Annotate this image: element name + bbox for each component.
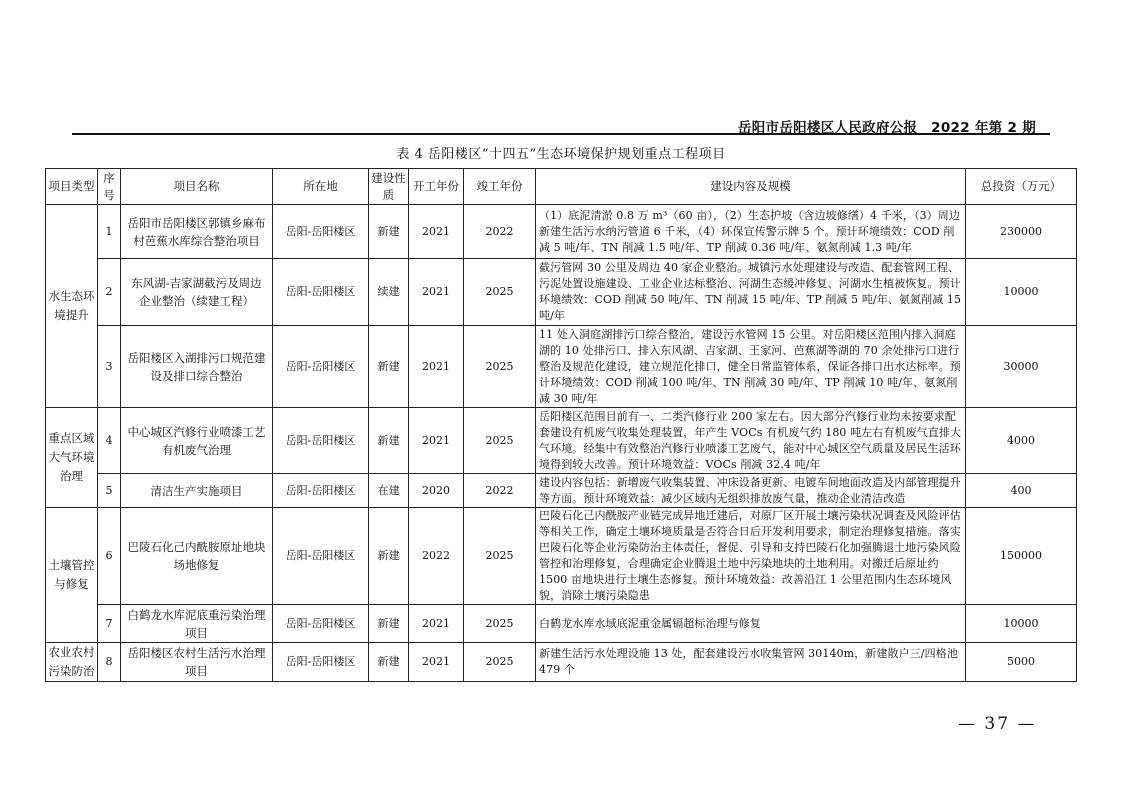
row-nature: 新建 xyxy=(369,205,409,259)
row-content: 建设内容包括：新增废气收集装置、冲床设备更新、电镀车间地面改造及内部管理提升等方面。预计环境效益：减少区域内无组织排放废气量，推动企业清洁改造 xyxy=(536,474,966,508)
row-start-year: 2021 xyxy=(409,326,464,408)
row-nature: 新建 xyxy=(369,408,409,474)
table-row xyxy=(46,474,1077,508)
row-location: 岳阳-岳阳楼区 xyxy=(273,643,369,682)
row-no: 4 xyxy=(98,408,121,474)
col-header-nature: 建设性质 xyxy=(369,169,409,205)
row-project-name: 岳阳楼区农村生活污水治理项目 xyxy=(121,643,273,682)
row-project-name: 岳阳楼区入湖排污口规范建设及排口综合整治 xyxy=(121,326,273,408)
row-investment: 4000 xyxy=(966,408,1077,474)
row-location: 岳阳-岳阳楼区 xyxy=(273,474,369,508)
col-header-type: 项目类型 xyxy=(46,169,98,205)
row-investment: 150000 xyxy=(966,508,1077,605)
row-end-year: 2025 xyxy=(464,605,536,643)
row-end-year: 2025 xyxy=(464,408,536,474)
col-header-investment: 总投资（万元） xyxy=(966,169,1077,205)
row-investment: 10000 xyxy=(966,259,1077,326)
table-row xyxy=(46,205,1077,259)
table-header-row xyxy=(46,169,1077,205)
row-no: 6 xyxy=(98,508,121,605)
row-investment: 10000 xyxy=(966,605,1077,643)
gazette-header-title: 岳阳市岳阳楼区人民政府公报 2022 年第 2 期 xyxy=(737,120,1036,136)
row-content: 11 处入洞庭湖排污口综合整治，建设污水管网 15 公里。对岳阳楼区范围内排入洞庭湖的 10 处排污口、排入东风湖、吉家湖、王家河、芭蕉湖等湖的 70 余处排污口进行整治及规范化建设，建立规范化排口，健全日常监管体系，保证各排口出水达标率。预计环境绩效：COD 削减 100 吨/年、TN 削减 30 吨/年、TP 削减 10 吨/年、氨氮削减 30 吨/年 xyxy=(536,326,966,408)
col-header-location: 所在地 xyxy=(273,169,369,205)
col-header-no: 序号 xyxy=(98,169,121,205)
row-content: 巴陵石化己内酰胺产业链完成异地迁建后，对原厂区开展土壤污染状况调查及风险评估等相关工作，确定土壤环境质量是否符合日后开发利用要求，制定治理修复措施。落实巴陵石化等企业污染防治主体责任，督促、引导和支持巴陵石化加强腾退土地污染风险管控和治理修复，合理确定企业腾退土地中污染地块的土地利用。对搬迁后原址约 1500 亩地块进行土壤生态修复。预计环境效益：改善沿江 1 公里范围内生态环境风貌，消除土壤污染隐患 xyxy=(536,508,966,605)
table-row xyxy=(46,259,1077,326)
category-cell: 农业农村污染防治 xyxy=(46,643,98,682)
row-start-year: 2021 xyxy=(409,643,464,682)
row-no: 3 xyxy=(98,326,121,408)
row-investment: 400 xyxy=(966,474,1077,508)
row-end-year: 2025 xyxy=(464,643,536,682)
row-no: 8 xyxy=(98,643,121,682)
row-no: 5 xyxy=(98,474,121,508)
category-cell: 重点区域大气环境治理 xyxy=(46,408,98,508)
col-header-start: 开工年份 xyxy=(409,169,464,205)
row-end-year: 2025 xyxy=(464,508,536,605)
row-location: 岳阳-岳阳楼区 xyxy=(273,259,369,326)
row-project-name: 岳阳市岳阳楼区郭镇乡麻布村芭蕉水库综合整治项目 xyxy=(121,205,273,259)
row-nature: 新建 xyxy=(369,605,409,643)
row-nature: 新建 xyxy=(369,326,409,408)
row-start-year: 2021 xyxy=(409,408,464,474)
row-nature: 在建 xyxy=(369,474,409,508)
row-end-year: 2022 xyxy=(464,205,536,259)
page-number: — 37 — xyxy=(958,714,1037,734)
table-row xyxy=(46,605,1077,643)
category-cell: 水生态环境提升 xyxy=(46,205,98,408)
project-table xyxy=(45,168,1077,682)
row-location: 岳阳-岳阳楼区 xyxy=(273,605,369,643)
row-end-year: 2022 xyxy=(464,474,536,508)
row-no: 2 xyxy=(98,259,121,326)
row-nature: 续建 xyxy=(369,259,409,326)
col-header-content: 建设内容及规模 xyxy=(536,169,966,205)
row-investment: 5000 xyxy=(966,643,1077,682)
row-investment: 230000 xyxy=(966,205,1077,259)
row-no: 1 xyxy=(98,205,121,259)
row-project-name: 白鹤龙水库泥底重污染治理项目 xyxy=(121,605,273,643)
row-project-name: 巴陵石化己内酰胺原址地块场地修复 xyxy=(121,508,273,605)
row-location: 岳阳-岳阳楼区 xyxy=(273,205,369,259)
row-content: 截污管网 30 公里及周边 40 家企业整治。城镇污水处理建设与改造、配套管网工程、污泥处置设施建设、工业企业达标整治、河湖生态缓冲修复、河湖水生植被恢复。预计环境绩效：COD 削减 50 吨/年、TN 削减 15 吨/年、TP 削减 5 吨/年、氨氮削减 15 吨/年 xyxy=(536,259,966,326)
row-start-year: 2021 xyxy=(409,605,464,643)
col-header-end: 竣工年份 xyxy=(464,169,536,205)
row-location: 岳阳-岳阳楼区 xyxy=(273,508,369,605)
row-location: 岳阳-岳阳楼区 xyxy=(273,326,369,408)
row-start-year: 2021 xyxy=(409,205,464,259)
row-end-year: 2025 xyxy=(464,326,536,408)
row-project-name: 中心城区汽修行业喷漆工艺有机废气治理 xyxy=(121,408,273,474)
row-nature: 新建 xyxy=(369,643,409,682)
row-investment: 30000 xyxy=(966,326,1077,408)
row-start-year: 2020 xyxy=(409,474,464,508)
row-location: 岳阳-岳阳楼区 xyxy=(273,408,369,474)
row-end-year: 2025 xyxy=(464,259,536,326)
header-divider xyxy=(72,133,1050,135)
table-row xyxy=(46,643,1077,682)
row-content: 岳阳楼区范围目前有一、二类汽修行业 200 家左右。因大部分汽修行业均未按要求配套建设有机废气收集处理装置，年产生 VOCs 有机废气约 180 吨左右有机废气直排大气环境。经集中有效整治汽修行业喷漆工艺废气，能对中心城区空气质量及居民生活环境得到较大改善。预计环境效益：VOCs 削减 32.4 吨/年 xyxy=(536,408,966,474)
table-row xyxy=(46,326,1077,408)
table-caption: 表 4 岳阳楼区“十四五”生态环境保护规划重点工程项目 xyxy=(396,147,726,162)
row-project-name: 清洁生产实施项目 xyxy=(121,474,273,508)
category-cell: 土壤管控与修复 xyxy=(46,508,98,643)
row-no: 7 xyxy=(98,605,121,643)
table-row xyxy=(46,508,1077,605)
col-header-name: 项目名称 xyxy=(121,169,273,205)
row-content: 白鹤龙水库水域底泥重金属镉超标治理与修复 xyxy=(536,605,966,643)
row-content: 新建生活污水处理设施 13 处，配套建设污水收集管网 30140m，新建散户三/四格池 479 个 xyxy=(536,643,966,682)
table-row xyxy=(46,408,1077,474)
row-nature: 新建 xyxy=(369,508,409,605)
row-start-year: 2021 xyxy=(409,259,464,326)
row-project-name: 东风湖-吉家湖截污及周边企业整治（续建工程） xyxy=(121,259,273,326)
row-content: （1）底泥清淤 0.8 万 m³（60 亩），（2）生态护坡（含边坡修缮）4 千米，（3）周边新建生活污水纳污管道 6 千米，（4）环保宣传警示牌 5 个。预计环境绩效：COD 削减 5 吨/年、TN 削减 1.5 吨/年、TP 削减 0.36 吨/年、氨氮削减 1.3 吨/年 xyxy=(536,205,966,259)
row-start-year: 2022 xyxy=(409,508,464,605)
